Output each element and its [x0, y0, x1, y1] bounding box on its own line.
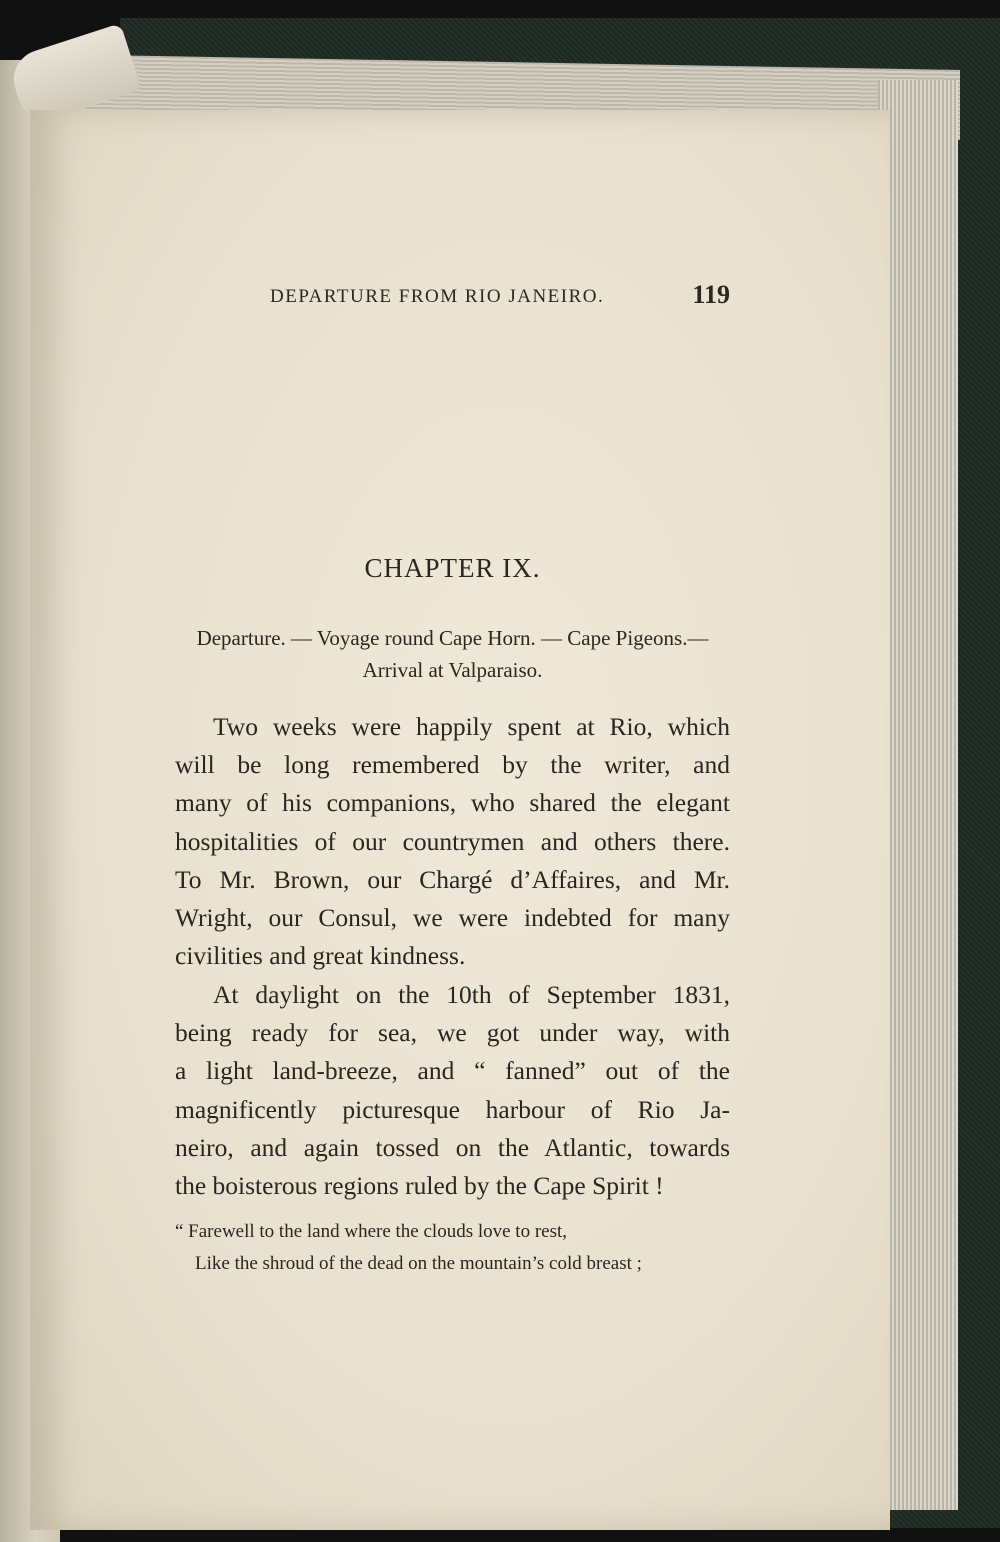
text-line: will be long remembered by the writer, and: [175, 750, 730, 780]
paragraph-2: [175, 976, 730, 1205]
text-line: Wright, our Consul, we were indebted for many: [175, 903, 730, 933]
text-line: magnificently picturesque harbour of Rio Ja-: [175, 1094, 730, 1124]
text-line: being ready for sea, we got under way, with: [175, 1018, 730, 1048]
chapter-synopsis: [175, 622, 730, 686]
text-line: civilities and great kindness.: [175, 941, 466, 971]
page-block-right-edge: [878, 80, 958, 1510]
text-line: hospitalities of our countrymen and others there.: [175, 826, 730, 856]
verse-line: “ Farewell to the land where the clouds love to rest,: [175, 1221, 568, 1242]
text-line: To Mr. Brown, our Chargé d’Affaires, and Mr.: [175, 864, 730, 894]
running-head: [270, 280, 730, 314]
verse-line: Like the shroud of the dead on the mountain’s cold breast ;: [195, 1253, 642, 1274]
paragraph-1: [175, 708, 730, 975]
synopsis-line: Arrival at Valparaiso.: [362, 658, 543, 682]
page-number: 119: [692, 280, 730, 309]
running-head-title: DEPARTURE FROM RIO JANEIRO.: [270, 286, 605, 307]
text-line: At daylight on the 10th of September 1831,: [213, 980, 730, 1009]
chapter-title: CHAPTER IX.: [364, 553, 541, 583]
synopsis-line: Departure. — Voyage round Cape Horn. — Cape Pigeons.—: [196, 626, 709, 650]
text-line: neiro, and again tossed on the Atlantic, towards: [175, 1132, 730, 1162]
text-line: many of his companions, who shared the elegant: [175, 788, 730, 818]
verse-quote: [175, 1216, 730, 1280]
text-line: the boisterous regions ruled by the Cape Spirit !: [175, 1171, 664, 1201]
text-line: Two weeks were happily spent at Rio, which: [213, 712, 730, 741]
text-line: a light land-breeze, and “ fanned” out of the: [175, 1056, 730, 1086]
